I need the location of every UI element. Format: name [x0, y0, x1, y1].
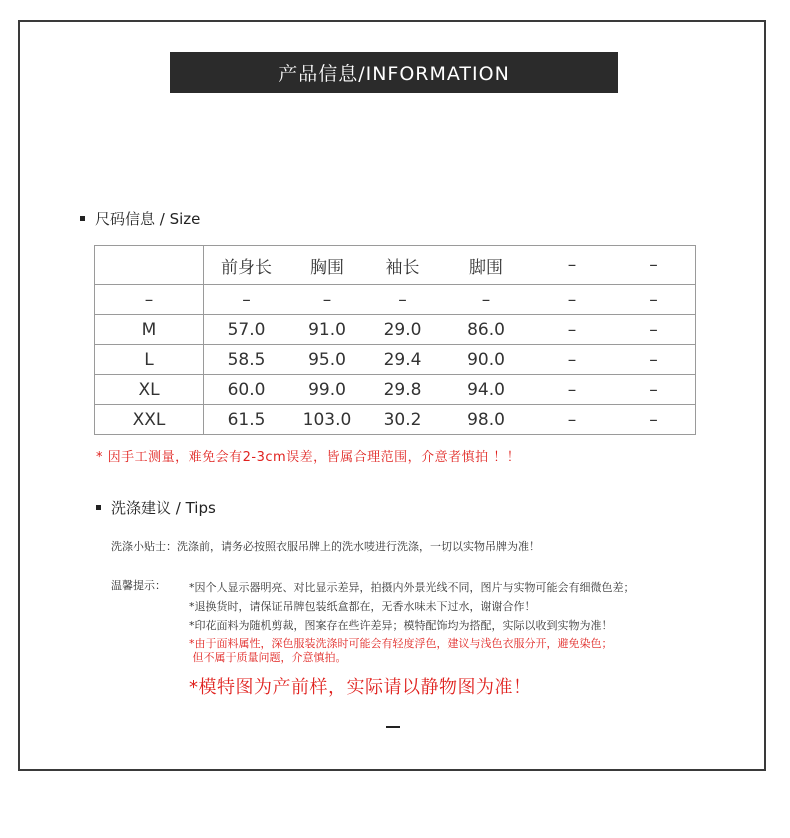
information-banner: [170, 52, 618, 93]
square-bullet-icon: [96, 505, 101, 510]
size-section-label: 尺码信息 / Size: [95, 210, 201, 228]
table-header-cell: [95, 246, 204, 285]
table-cell: 30.2: [365, 405, 440, 435]
table-cell: 99.0: [289, 375, 365, 405]
table-cell: 61.5: [204, 405, 290, 435]
table-cell: –: [612, 405, 696, 435]
care-section-title: [96, 497, 216, 518]
table-header-cell: 袖长: [365, 246, 440, 285]
table-cell: XL: [95, 375, 204, 405]
table-cell: –: [612, 375, 696, 405]
table-cell: –: [204, 285, 290, 315]
square-bullet-icon: [80, 216, 85, 221]
warm-tip-list: [189, 578, 635, 665]
size-section-title: [80, 208, 200, 229]
table-cell: –: [365, 285, 440, 315]
model-photo-note: *模特图为产前样，实际请以静物图为准！: [189, 677, 532, 698]
table-cell: –: [612, 285, 696, 315]
table-row: [95, 315, 696, 345]
table-row: [95, 405, 696, 435]
care-tip-text: 洗涤前，请务必按照衣服吊牌上的洗水唛进行洗涤，一切以实物吊牌为准！: [177, 540, 540, 553]
warm-tip-red-line: 但不属于质量问题，介意慎拍。: [189, 651, 347, 664]
divider-dash: [386, 726, 400, 728]
size-measurement-note: * 因手工测量，难免会有2-3cm误差，皆属合理范围，介意者慎拍 ！！: [96, 450, 521, 465]
table-header-cell: 脚围: [440, 246, 532, 285]
care-section-label: 洗涤建议 / Tips: [111, 499, 216, 517]
care-tip: [111, 538, 540, 554]
table-cell: –: [532, 285, 612, 315]
warm-tip-label: 温馨提示：: [111, 579, 166, 592]
table-cell: L: [95, 345, 204, 375]
warm-tip-line: *因个人显示器明亮、对比显示差异，拍摄内外景光线不同，图片与实物可能会有细微色差；: [189, 581, 635, 594]
table-cell: –: [612, 315, 696, 345]
table-header-cell: –: [532, 246, 612, 285]
table-cell: 60.0: [204, 375, 290, 405]
table-cell: 57.0: [204, 315, 290, 345]
table-cell: –: [612, 345, 696, 375]
table-cell: 98.0: [440, 405, 532, 435]
table-row: [95, 345, 696, 375]
table-row: [95, 285, 696, 315]
table-cell: –: [289, 285, 365, 315]
table-header-cell: –: [612, 246, 696, 285]
table-header-cell: 前身长: [204, 246, 290, 285]
table-cell: 29.0: [365, 315, 440, 345]
table-cell: –: [532, 405, 612, 435]
warm-tip-red-line: *由于面料属性，深色服装洗涤时可能会有轻度浮色，建议与浅色衣服分开，避免染色；: [189, 637, 613, 650]
table-row: [95, 375, 696, 405]
banner-title: 产品信息/INFORMATION: [278, 63, 510, 85]
table-cell: 103.0: [289, 405, 365, 435]
warm-tip-line: *退换货时，请保证吊牌包装纸盒都在，无香水味未下过水，谢谢合作！: [189, 600, 536, 613]
table-cell: 58.5: [204, 345, 290, 375]
table-cell: 29.4: [365, 345, 440, 375]
table-cell: –: [532, 375, 612, 405]
size-table: [94, 245, 696, 435]
table-cell: 95.0: [289, 345, 365, 375]
table-cell: 91.0: [289, 315, 365, 345]
table-cell: 86.0: [440, 315, 532, 345]
warm-tip-line: *印花面料为随机剪裁，图案存在些许差异；模特配饰均为搭配，实际以收到实物为准！: [189, 619, 613, 632]
table-cell: M: [95, 315, 204, 345]
table-cell: 94.0: [440, 375, 532, 405]
table-cell: –: [532, 315, 612, 345]
care-tip-label: 洗涤小贴士：: [111, 540, 177, 553]
table-cell: 90.0: [440, 345, 532, 375]
table-cell: –: [440, 285, 532, 315]
table-cell: XXL: [95, 405, 204, 435]
table-header-row: [95, 246, 696, 285]
table-cell: 29.8: [365, 375, 440, 405]
table-cell: –: [532, 345, 612, 375]
table-cell: –: [95, 285, 204, 315]
table-header-cell: 胸围: [289, 246, 365, 285]
